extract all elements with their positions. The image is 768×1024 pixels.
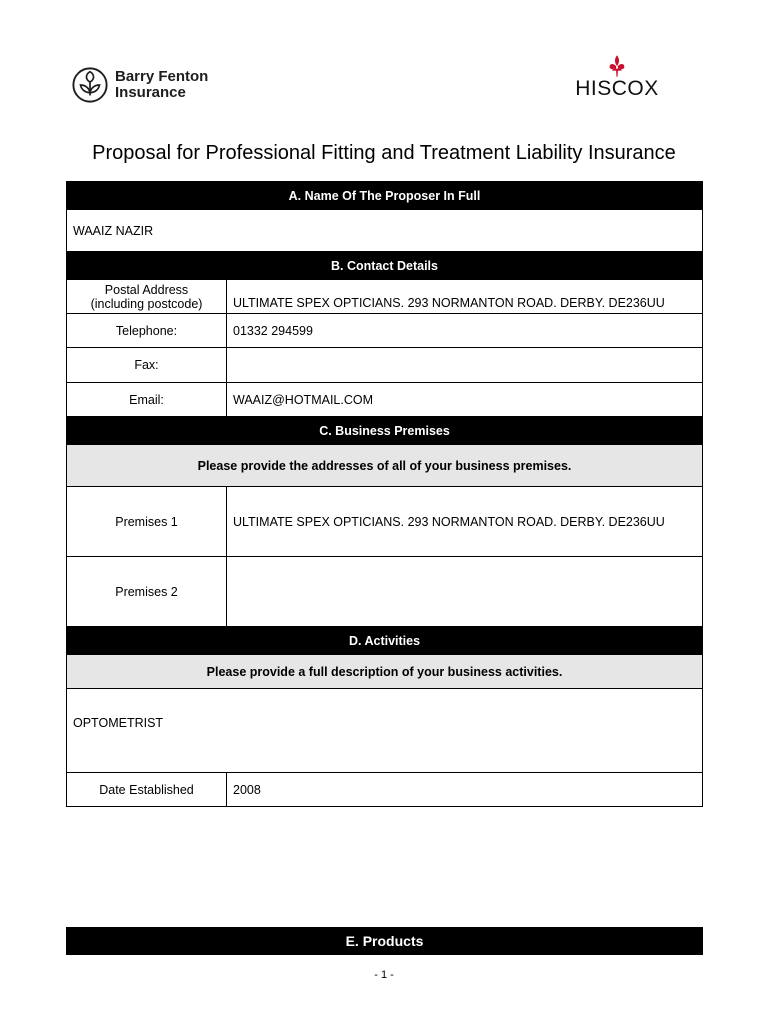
document-title: Proposal for Professional Fitting and Treatment Liability Insurance [92,142,676,164]
proposal-form-table [66,181,703,807]
leaf-logo-icon [71,66,109,104]
section-c-heading: C. Business Premises [67,417,703,445]
activities-instruction: Please provide a full description of your business activities. [67,655,703,689]
logo-name-line2: Insurance [115,84,186,101]
premises-2-label: Premises 2 [67,557,227,627]
proposer-name-field[interactable]: WAAIZ NAZIR [67,210,703,252]
email-field[interactable]: WAAIZ@HOTMAIL.COM [227,383,703,417]
page-number: - 1 - [374,969,394,981]
email-label: Email: [67,383,227,417]
hiscox-logo [573,54,661,101]
postal-address-label-line2: (including postcode) [90,296,203,311]
hiscox-wordmark: HISCOX [575,77,659,100]
fax-field[interactable] [227,348,703,383]
fax-label: Fax: [67,348,227,383]
logo-name-line1: Barry Fenton [115,68,209,85]
premises-2-field[interactable] [227,557,703,627]
fleur-de-lis-icon [608,54,626,78]
date-established-field[interactable]: 2008 [227,773,703,807]
section-d-heading: D. Activities [67,627,703,655]
barry-fenton-logo [71,66,208,104]
postal-address-label-line1: Postal Address [104,282,189,297]
postal-address-label [67,280,227,314]
section-e-heading: E. Products [66,927,703,955]
premises-1-field[interactable]: ULTIMATE SPEX OPTICIANS. 293 NORMANTON ROAD. DERBY. DE236UU [227,487,703,557]
barry-fenton-wordmark [115,69,208,101]
telephone-field[interactable]: 01332 294599 [227,314,703,348]
telephone-label: Telephone: [67,314,227,348]
premises-instruction: Please provide the addresses of all of your business premises. [67,445,703,487]
activities-field[interactable]: OPTOMETRIST [67,689,703,773]
date-established-label: Date Established [67,773,227,807]
section-b-heading: B. Contact Details [67,252,703,280]
postal-address-field[interactable]: ULTIMATE SPEX OPTICIANS. 293 NORMANTON ROAD. DERBY. DE236UU [227,280,703,314]
premises-1-label: Premises 1 [67,487,227,557]
section-a-heading: A. Name Of The Proposer In Full [67,182,703,210]
